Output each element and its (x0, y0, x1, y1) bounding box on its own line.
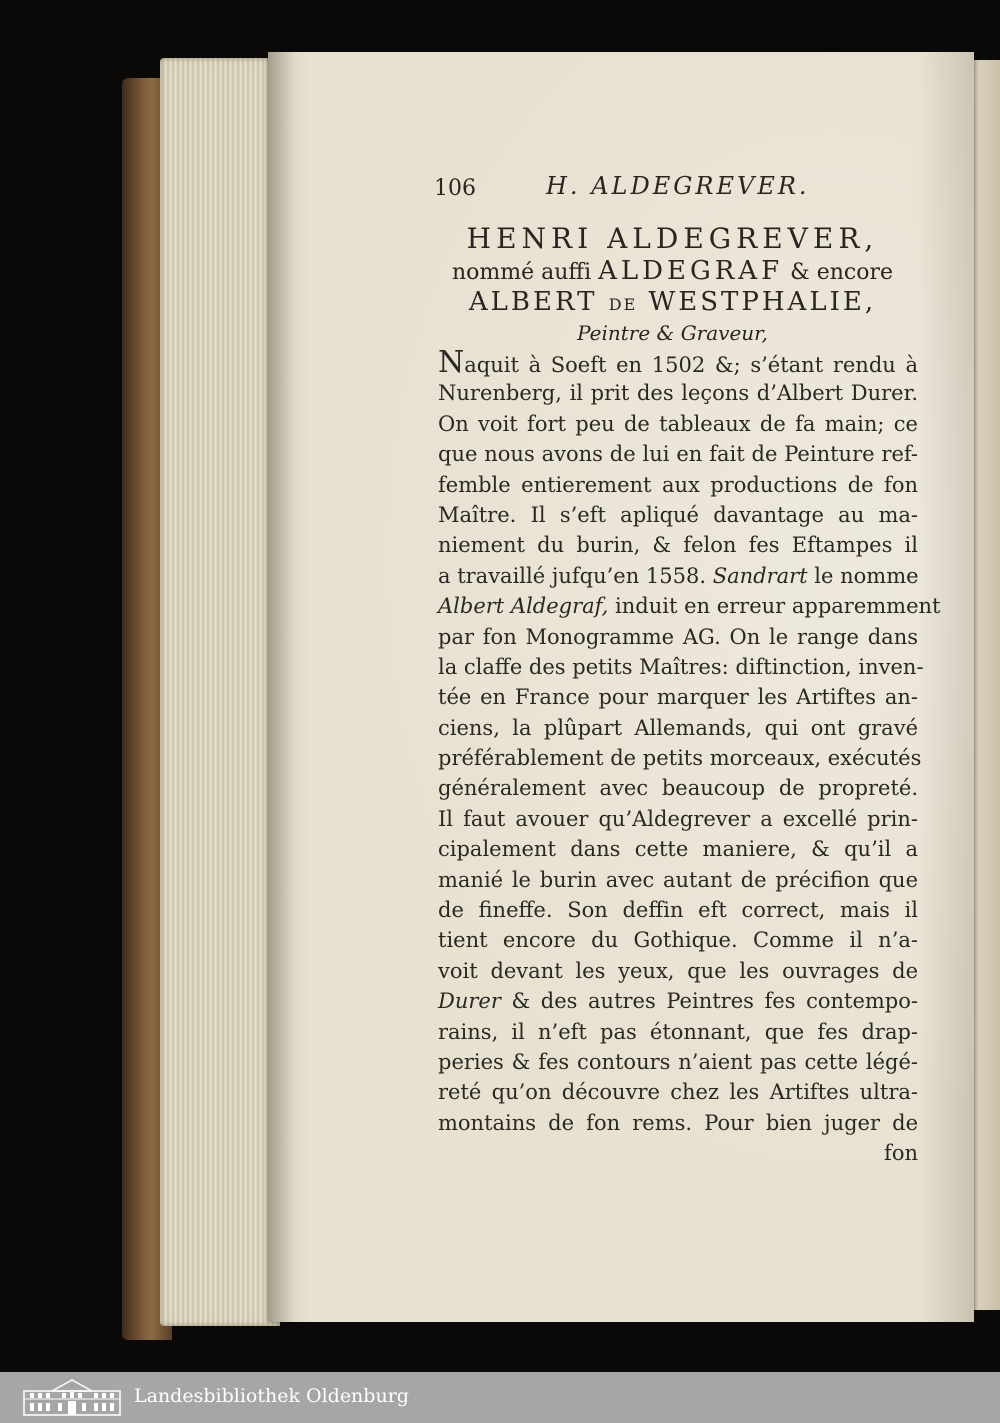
text-line: Maître. Il s’eft apliqué davantage au ma- (438, 502, 918, 527)
gutter-shadow (268, 52, 294, 1322)
text-line (438, 345, 918, 380)
page-header (414, 172, 814, 206)
text-span: a travaillé jufqu’en 1558. (438, 563, 713, 588)
text-line: rains, il n’eft pas étonnant, que fes drap- (438, 1019, 918, 1044)
text-line: Nurenberg, il prit des leçons d’Albert Durer. (438, 381, 918, 406)
text-line: par fon Monogramme AG. On le range dans (438, 624, 918, 649)
chapter-title (420, 222, 925, 348)
footer-bar (0, 1372, 1000, 1423)
title-line-2-caps: ALDEGRAF (598, 256, 784, 286)
title-line-1: HENRI ALDEGREVER, (466, 222, 879, 255)
text-span: induit en erreur apparemment (608, 594, 941, 619)
text-span: & des autres Peintres fes contempo- (500, 989, 918, 1014)
text-line (438, 561, 918, 591)
running-head: H. ALDEGREVER. (546, 172, 810, 200)
text-line: peries & fes contours n’aient pas cette légé- (438, 1049, 918, 1074)
text-line: tée en France pour marquer les Artiftes an- (438, 685, 918, 710)
text-line (438, 591, 941, 621)
text-line: femble entierement aux productions de fon (438, 472, 918, 497)
text-span: le nomme (807, 563, 919, 588)
library-name: Landesbibliothek Oldenburg (134, 1385, 409, 1407)
title-line-2 (420, 256, 925, 286)
library-building-logo-icon (22, 1377, 122, 1417)
text-line: préférablement de petits morceaux, exécutés (438, 746, 922, 771)
text-line: de fineffe. Son deffin eft correct, mais il (438, 898, 918, 923)
text-line: généralement avec beaucoup de propreté. (438, 776, 918, 801)
text-line: montains de fon rems. Pour bien juger de (438, 1110, 918, 1135)
title-line-2-post: & encore (783, 260, 893, 285)
title-line-3-small: DE (608, 295, 638, 314)
text-line: voit devant les yeux, que les ouvrages de (438, 958, 918, 983)
text-line: que nous avons de lui en fait de Peinture ref- (438, 442, 918, 467)
page-number: 106 (434, 176, 476, 201)
drop-cap: N (438, 345, 465, 380)
text-line: ciens, la plûpart Allemands, qui ont gravé (438, 715, 918, 740)
text-line: la claffe des petits Maîtres: diftinction, inven- (438, 654, 924, 679)
text-line: niement du burin, & felon fes Eftampes il (438, 533, 918, 558)
body-text (438, 345, 941, 1169)
text-line: On voit fort peu de tableaux de fa main; ce (438, 411, 918, 436)
title-line-3-b: WESTPHALIE, (637, 287, 877, 317)
text-line: reté qu’on découvre chez les Artiftes ultra- (438, 1080, 918, 1105)
title-line-2-pre: nommé auffi (452, 260, 599, 285)
text-span: aquit à Soeft en 1502 &; s’étant rendu à (464, 353, 918, 377)
text-line (438, 986, 918, 1016)
text-line: Il faut avouer qu’Aldegrever a excellé prin- (438, 806, 918, 831)
page-stack-edges (160, 58, 280, 1326)
text-span-italic: Albert Aldegraf, (438, 594, 609, 619)
title-line-3 (420, 286, 925, 318)
text-line: tient encore du Gothique. Comme il n’a- (438, 928, 918, 953)
title-line-3-a: ALBERT (468, 287, 609, 317)
text-span-italic: Sandrart (712, 563, 808, 588)
text-span-italic: Durer (438, 989, 501, 1014)
text-line: manié le burin avec autant de précifion que (438, 867, 918, 892)
text-line: cipalement dans cette maniere, & qu’il a (438, 837, 918, 862)
title-subtitle: Peintre & Graveur, (577, 321, 768, 345)
catchword: fon (884, 1141, 918, 1166)
